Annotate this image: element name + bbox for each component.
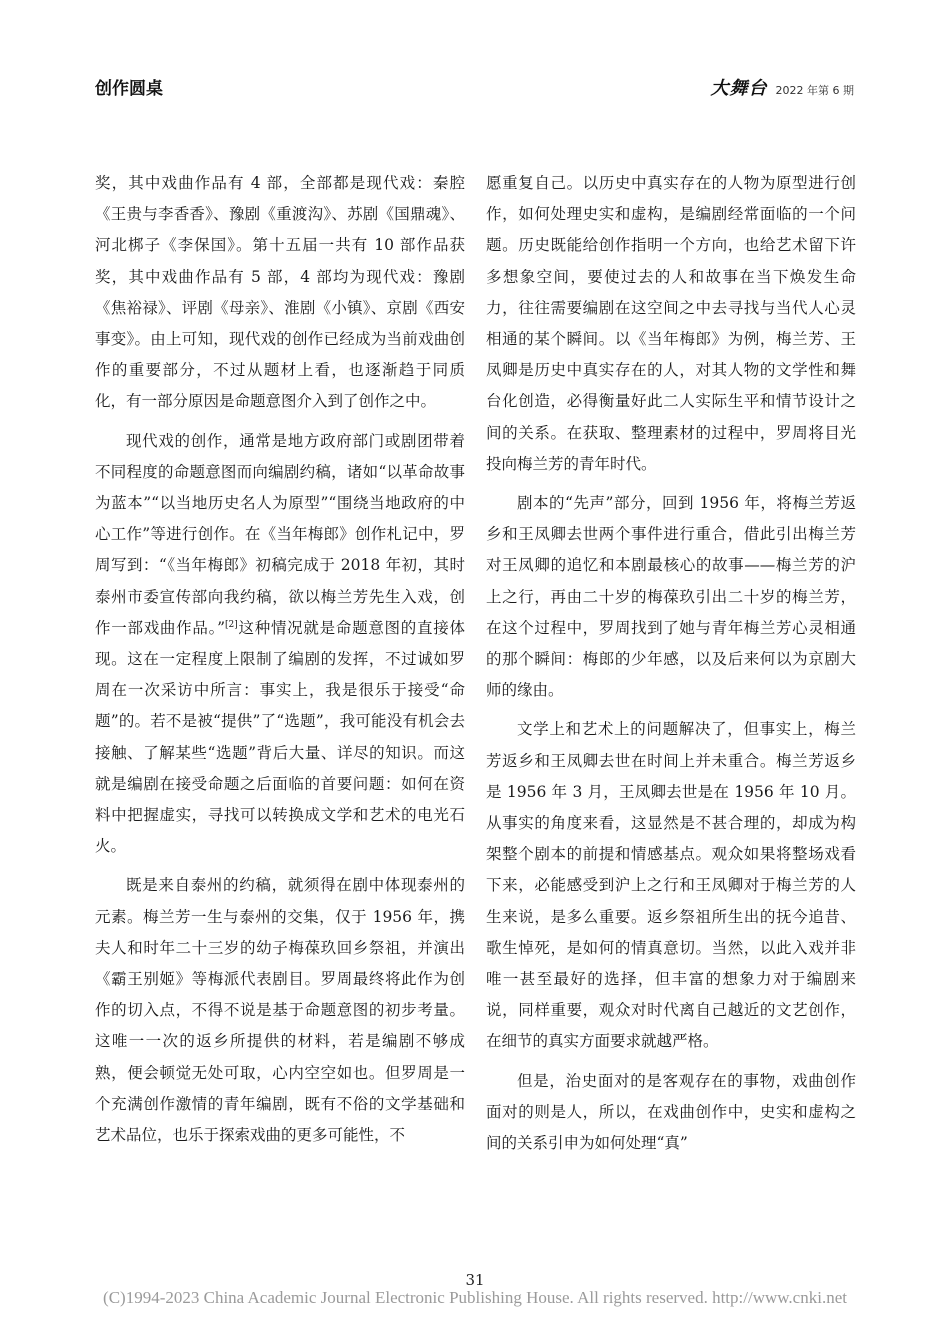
- right-paragraph-4: 但是，治史面对的是客观存在的事物，戏曲创作面对的则是人，所以，在戏曲创作中，史实和虚构之间的关系引申为如何处理“真”: [486, 1071, 856, 1153]
- left-paragraph-2-text-b: 这种情况就是命题意图的直接体现。这在一定程度上限制了编剧的发挥，不过诚如罗周在一次采访中所言：事实上，我是很乐于接受“命题”的。若不是被“提供”了“选题”，我可能没有机会去接触、了解某些“选题”背后大量、详尽的知识。而这就是编剧在接受命题之后面临的首要问题：如何在资料中把握虚实，寻找可以转换成文学和艺术的电光石火。: [95, 618, 465, 856]
- right-paragraph-3: 文学上和艺术上的问题解决了，但事实上，梅兰芳返乡和王凤卿去世在时间上并未重合。梅兰芳返乡是 1956 年 3 月，王凤卿去世是在 1956 年 10 月。从事实的角度来看，这显然是不甚合理的，却成为构架整个剧本的前提和情感基点。观众如果将整场戏看下来，必能感受到沪上之行和王凤卿对于梅兰芳的人生来说，是多么重要。返乡祭祖所生出的抚今追昔、歌生悼死，是如何的情真意切。当然，以此入戏并非唯一甚至最好的选择，但丰富的想象力对于编剧来说，同样重要，观众对时代离自己越近的文艺创作，在细节的真实方面要求就越严格。: [486, 720, 856, 1051]
- left-column: [95, 168, 465, 1151]
- journal-logo: 大舞台: [710, 78, 768, 99]
- section-title: 创作圆桌: [95, 79, 163, 99]
- right-paragraph-1: 愿重复自己。以历史中真实存在的人物为原型进行创作，如何处理史实和虚构，是编剧经常面临的一个问题。历史既能给创作指明一个方向，也给艺术留下许多想象空间，要使过去的人和故事在当下焕发生命力，往往需要编剧在这空间之中去寻找与当代人心灵相通的某个瞬间。以《当年梅郎》为例，梅兰芳、王凤卿是历史中真实存在的人，对其人物的文学性和舞台化创造，必得衡量好此二人实际生平和情节设计之间的关系。在获取、整理素材的过程中，罗周将目光投向梅兰芳的青年时代。: [486, 174, 856, 473]
- right-column: [486, 168, 856, 1159]
- footnote-ref: [2]: [225, 619, 238, 630]
- left-paragraph-2-text-a: 现代戏的创作，通常是地方政府部门或剧团带着不同程度的命题意图而向编剧约稿，诸如“以革命故事为蓝本”“以当地历史名人为原型”“围绕当地政府的中心工作”等进行创作。在《当年梅郎》创作札记中，罗周写到：“《当年梅郎》初稿完成于 2018 年初，其时泰州市委宣传部向我约稿，欲以梅兰芳先生入戏，创作一部戏曲作品。”: [95, 431, 465, 637]
- left-paragraph-2: [95, 426, 465, 863]
- left-paragraph-3: 既是来自泰州的约稿，就须得在剧中体现泰州的元素。梅兰芳一生与泰州的交集，仅于 1956 年，携夫人和时年二十三岁的幼子梅葆玖回乡祭祖，并演出《霸王别姬》等梅派代表剧目。罗周最终将此作为创作的切入点，不得不说是基于命题意图的初步考量。这唯一一次的返乡所提供的材料，若是编剧不够成熟，便会顿觉无处可取，心内空空如也。但罗周是一个充满创作激情的青年编剧，既有不俗的文学基础和艺术品位，也乐于探索戏曲的更多可能性，不: [95, 876, 465, 1145]
- right-paragraph-2: 剧本的“先声”部分，回到 1956 年，将梅兰芳返乡和王凤卿去世两个事件进行重合，借此引出梅兰芳对王凤卿的追忆和本剧最核心的故事——梅兰芳的沪上之行，再由二十岁的梅葆玖引出二十岁的梅兰芳，在这个过程中，罗周找到了她与青年梅兰芳心灵相通的那个瞬间：梅郎的少年感，以及后来何以为京剧大师的缘由。: [486, 494, 856, 700]
- journal-header: [711, 74, 854, 100]
- issue-label: 2022 年第 6 期: [775, 84, 854, 97]
- page-number: 31: [465, 1271, 485, 1289]
- copyright-watermark: (C)1994-2023 China Academic Journal Electronic Publishing House. All rights reserved. http://www.cnki.net: [103, 1288, 847, 1307]
- left-paragraph-1: 奖，其中戏曲作品有 4 部，全部都是现代戏：秦腔《王贵与李香香》、豫剧《重渡沟》、苏剧《国鼎魂》、河北梆子《李保国》。第十五届一共有 10 部作品获奖，其中戏曲作品有 5 部，4 部均为现代戏：豫剧《焦裕禄》、评剧《母亲》、淮剧《小镇》、京剧《西安事变》。由上可知，现代戏的创作已经成为当前戏曲创作的重要部分，不过从题材上看，也逐渐趋于同质化，有一部分原因是命题意图介入到了创作之中。: [95, 174, 465, 411]
